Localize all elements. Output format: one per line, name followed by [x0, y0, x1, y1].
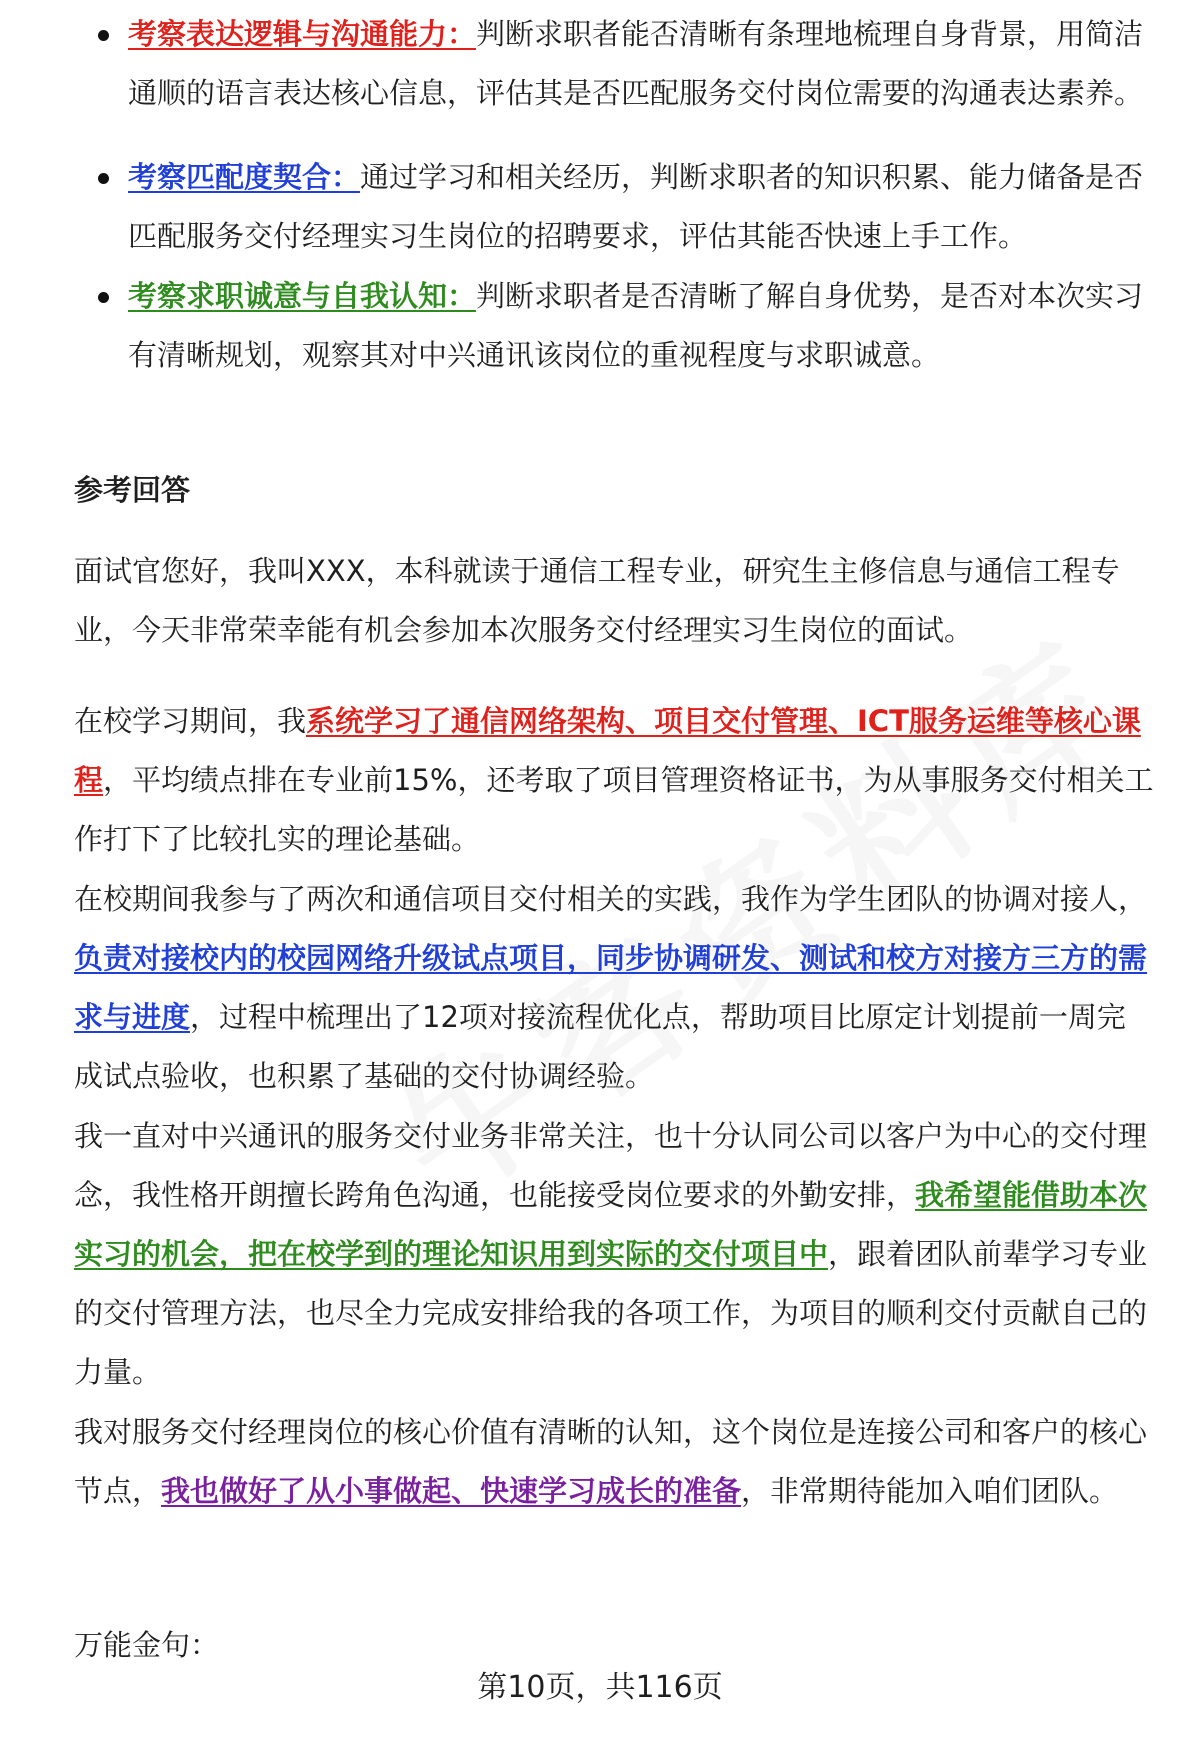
highlight-text: 我也做好了从小事做起、快速学习成长的准备 — [161, 1474, 742, 1508]
answer-paragraph-intro: 面试官您好，我叫XXX，本科就读于通信工程专业，研究生主修信息与通信工程专业，今天非常荣幸能有机会参加本次服务交付经理实习生岗位的面试。 — [74, 554, 1120, 647]
highlight-text: 我希望能借助本次实习的机会，把在校学到的理论知识用到实际的交付项目中 — [74, 1178, 1148, 1271]
criteria-text: 通过学习和相关经历，判断求职者的知识积累、能力储备是否匹配服务交付经理实习生岗位的招聘要求，评估其能否快速上手工作。 — [128, 160, 1144, 253]
paragraph-text: ，非常期待能加入咱们团队。 — [741, 1474, 1119, 1508]
paragraph-text: 在校学习期间，我 — [74, 704, 307, 738]
criteria-label: 考察求职诚意与自我认知： — [128, 279, 477, 313]
paragraph-text: ，跟着团队前辈学习专业的交付管理方法，也尽全力完成安排给我的各项工作，为项目的顺利交付贡献自己的力量。 — [74, 1237, 1148, 1389]
page-number: 第10页，共116页 — [477, 1670, 723, 1705]
paragraph-text: 我一直对中兴通讯的服务交付业务非常关注，也十分认同公司以客户为中心的交付理念，我性格开朗擅长跨角色沟通，也能接受岗位要求的外勤安排， — [74, 1119, 1148, 1212]
criteria-list — [74, 17, 1144, 386]
paragraph-text: ，平均绩点排在专业前15%，还考取了项目管理资格证书，为从事服务交付相关工作打下了比较扎实的理论基础。 — [74, 763, 1154, 856]
bullet-icon — [98, 30, 109, 41]
answer-paragraph-golden-line: 万能金句： — [74, 1628, 220, 1662]
bullet-icon — [98, 292, 109, 303]
answer-paragraph-motivation — [74, 1107, 1154, 1402]
highlight-text: 系统学习了通信网络架构、项目交付管理、ICT服务运维等核心课程 — [74, 704, 1141, 797]
criteria-text: 判断求职者能否清晰有条理地梳理自身背景，用简洁通顺的语言表达核心信息，评估其是否匹配服务交付岗位需要的沟通表达素养。 — [128, 17, 1144, 110]
paragraph-text: 我对服务交付经理岗位的核心价值有清晰的认知，这个岗位是连接公司和客户的核心节点， — [74, 1415, 1148, 1508]
answer-paragraph-closing — [74, 1403, 1154, 1521]
highlight-text: 负责对接校内的校园网络升级试点项目，同步协调研发、测试和校方对接方三方的需求与进度 — [74, 941, 1148, 1034]
clipped-item — [128, 5, 1144, 147]
section-heading: 参考回答 — [74, 473, 191, 507]
list-item — [74, 5, 1144, 147]
answer-paragraph-study — [74, 692, 1154, 869]
answer-paragraph-practice — [74, 870, 1154, 1106]
list-item — [74, 267, 1144, 385]
list-item — [74, 148, 1144, 266]
bullet-icon — [98, 173, 109, 184]
criteria-label: 考察表达逻辑与沟通能力： — [128, 17, 477, 51]
paragraph-text: 在校期间我参与了两次和通信项目交付相关的实践，我作为学生团队的协调对接人， — [74, 882, 1148, 916]
paragraph-text: ，过程中梳理出了12项对接流程优化点，帮助项目比原定计划提前一周完成试点验收，也积累了基础的交付协调经验。 — [74, 1000, 1126, 1093]
criteria-label: 考察匹配度契合： — [128, 160, 361, 194]
criteria-text: 判断求职者是否清晰了解自身优势，是否对本次实习有清晰规划，观察其对中兴通讯该岗位的重视程度与求职诚意。 — [128, 279, 1144, 372]
